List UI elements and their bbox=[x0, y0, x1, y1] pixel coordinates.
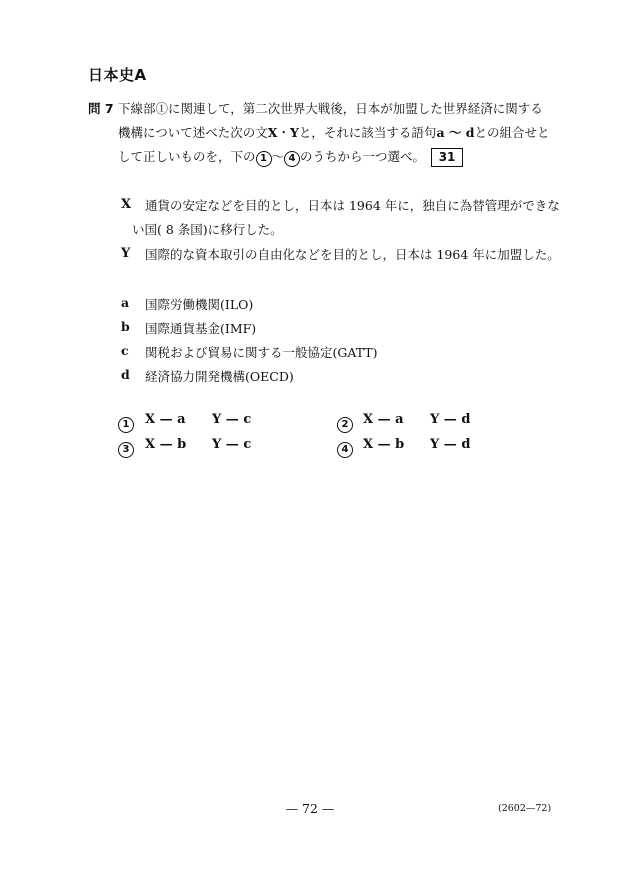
option-letter: c bbox=[121, 343, 129, 358]
choice-2-number bbox=[337, 412, 353, 433]
question-text-part: 機構について述べた次の文 bbox=[118, 125, 268, 140]
option-text: 経済協力開発機構(OECD) bbox=[145, 369, 294, 384]
choice-4-y: Y — d bbox=[430, 437, 471, 452]
question-text-line3 bbox=[118, 147, 463, 167]
question-text-part: のうちから一つ選べ。 bbox=[300, 149, 426, 164]
question-text-part: と，それに該当する語句 bbox=[298, 125, 437, 140]
choice-1-x: X — a bbox=[145, 412, 186, 427]
option-letter: b bbox=[121, 319, 130, 334]
statement-ref-y: Y bbox=[289, 125, 299, 140]
option-letter: d bbox=[121, 367, 130, 382]
choice-number-circle: 3 bbox=[118, 442, 134, 458]
question-number: 問 7 bbox=[88, 101, 114, 116]
separator-dot: ・ bbox=[277, 125, 290, 140]
choice-2-x: X — a bbox=[363, 412, 404, 427]
statement-label: Y bbox=[121, 246, 131, 261]
choice-3-number bbox=[118, 437, 134, 458]
choice-1-number bbox=[118, 412, 134, 433]
page-number: — 72 — bbox=[285, 801, 335, 816]
statement-x-line1: 通貨の安定などを目的とし，日本は 1964 年に，独自に為替管理ができな bbox=[145, 198, 560, 213]
statement-y-line1: 国際的な資本取引の自由化などを目的とし，日本は 1964 年に加盟した。 bbox=[145, 247, 560, 262]
choice-4-x: X — b bbox=[363, 437, 405, 452]
statement-x-line2: い国( 8 条国)に移行した。 bbox=[132, 222, 283, 237]
document-code: (2602—72) bbox=[498, 803, 552, 814]
range-tilde: 〜 bbox=[271, 149, 285, 164]
answer-number-box: 31 bbox=[431, 148, 463, 167]
choice-ref-last: 4 bbox=[284, 151, 300, 167]
statement-y bbox=[121, 245, 130, 261]
statement-x bbox=[121, 196, 131, 212]
option-text: 関税および貿易に関する一般協定(GATT) bbox=[145, 345, 378, 360]
choice-2-y: Y — d bbox=[430, 412, 471, 427]
question-text-line1: 下線部①に関連して，第二次世界大戦後，日本が加盟した世界経済に関する bbox=[118, 101, 543, 116]
choice-1-y: Y — c bbox=[212, 412, 252, 427]
option-text: 国際労働機関(ILO) bbox=[145, 297, 254, 312]
option-text: 国際通貨基金(IMF) bbox=[145, 321, 257, 336]
choice-number-circle: 1 bbox=[118, 417, 134, 433]
statement-ref-x: X bbox=[267, 125, 278, 140]
choice-3-x: X — b bbox=[145, 437, 187, 452]
option-letter: a bbox=[121, 295, 130, 310]
choice-ref-first: 1 bbox=[256, 151, 272, 167]
term-range: a 〜 d bbox=[436, 125, 475, 140]
choice-number-circle: 2 bbox=[337, 417, 353, 433]
statement-label: X bbox=[121, 197, 132, 212]
question-text-part: との組合せと bbox=[474, 125, 550, 140]
choice-4-number bbox=[337, 437, 353, 458]
question-text-line2 bbox=[118, 123, 550, 141]
subject-heading: 日本史A bbox=[88, 66, 147, 84]
choice-3-y: Y — c bbox=[212, 437, 252, 452]
choice-number-circle: 4 bbox=[337, 442, 353, 458]
question-text-part: して正しいものを，下の bbox=[118, 149, 256, 164]
